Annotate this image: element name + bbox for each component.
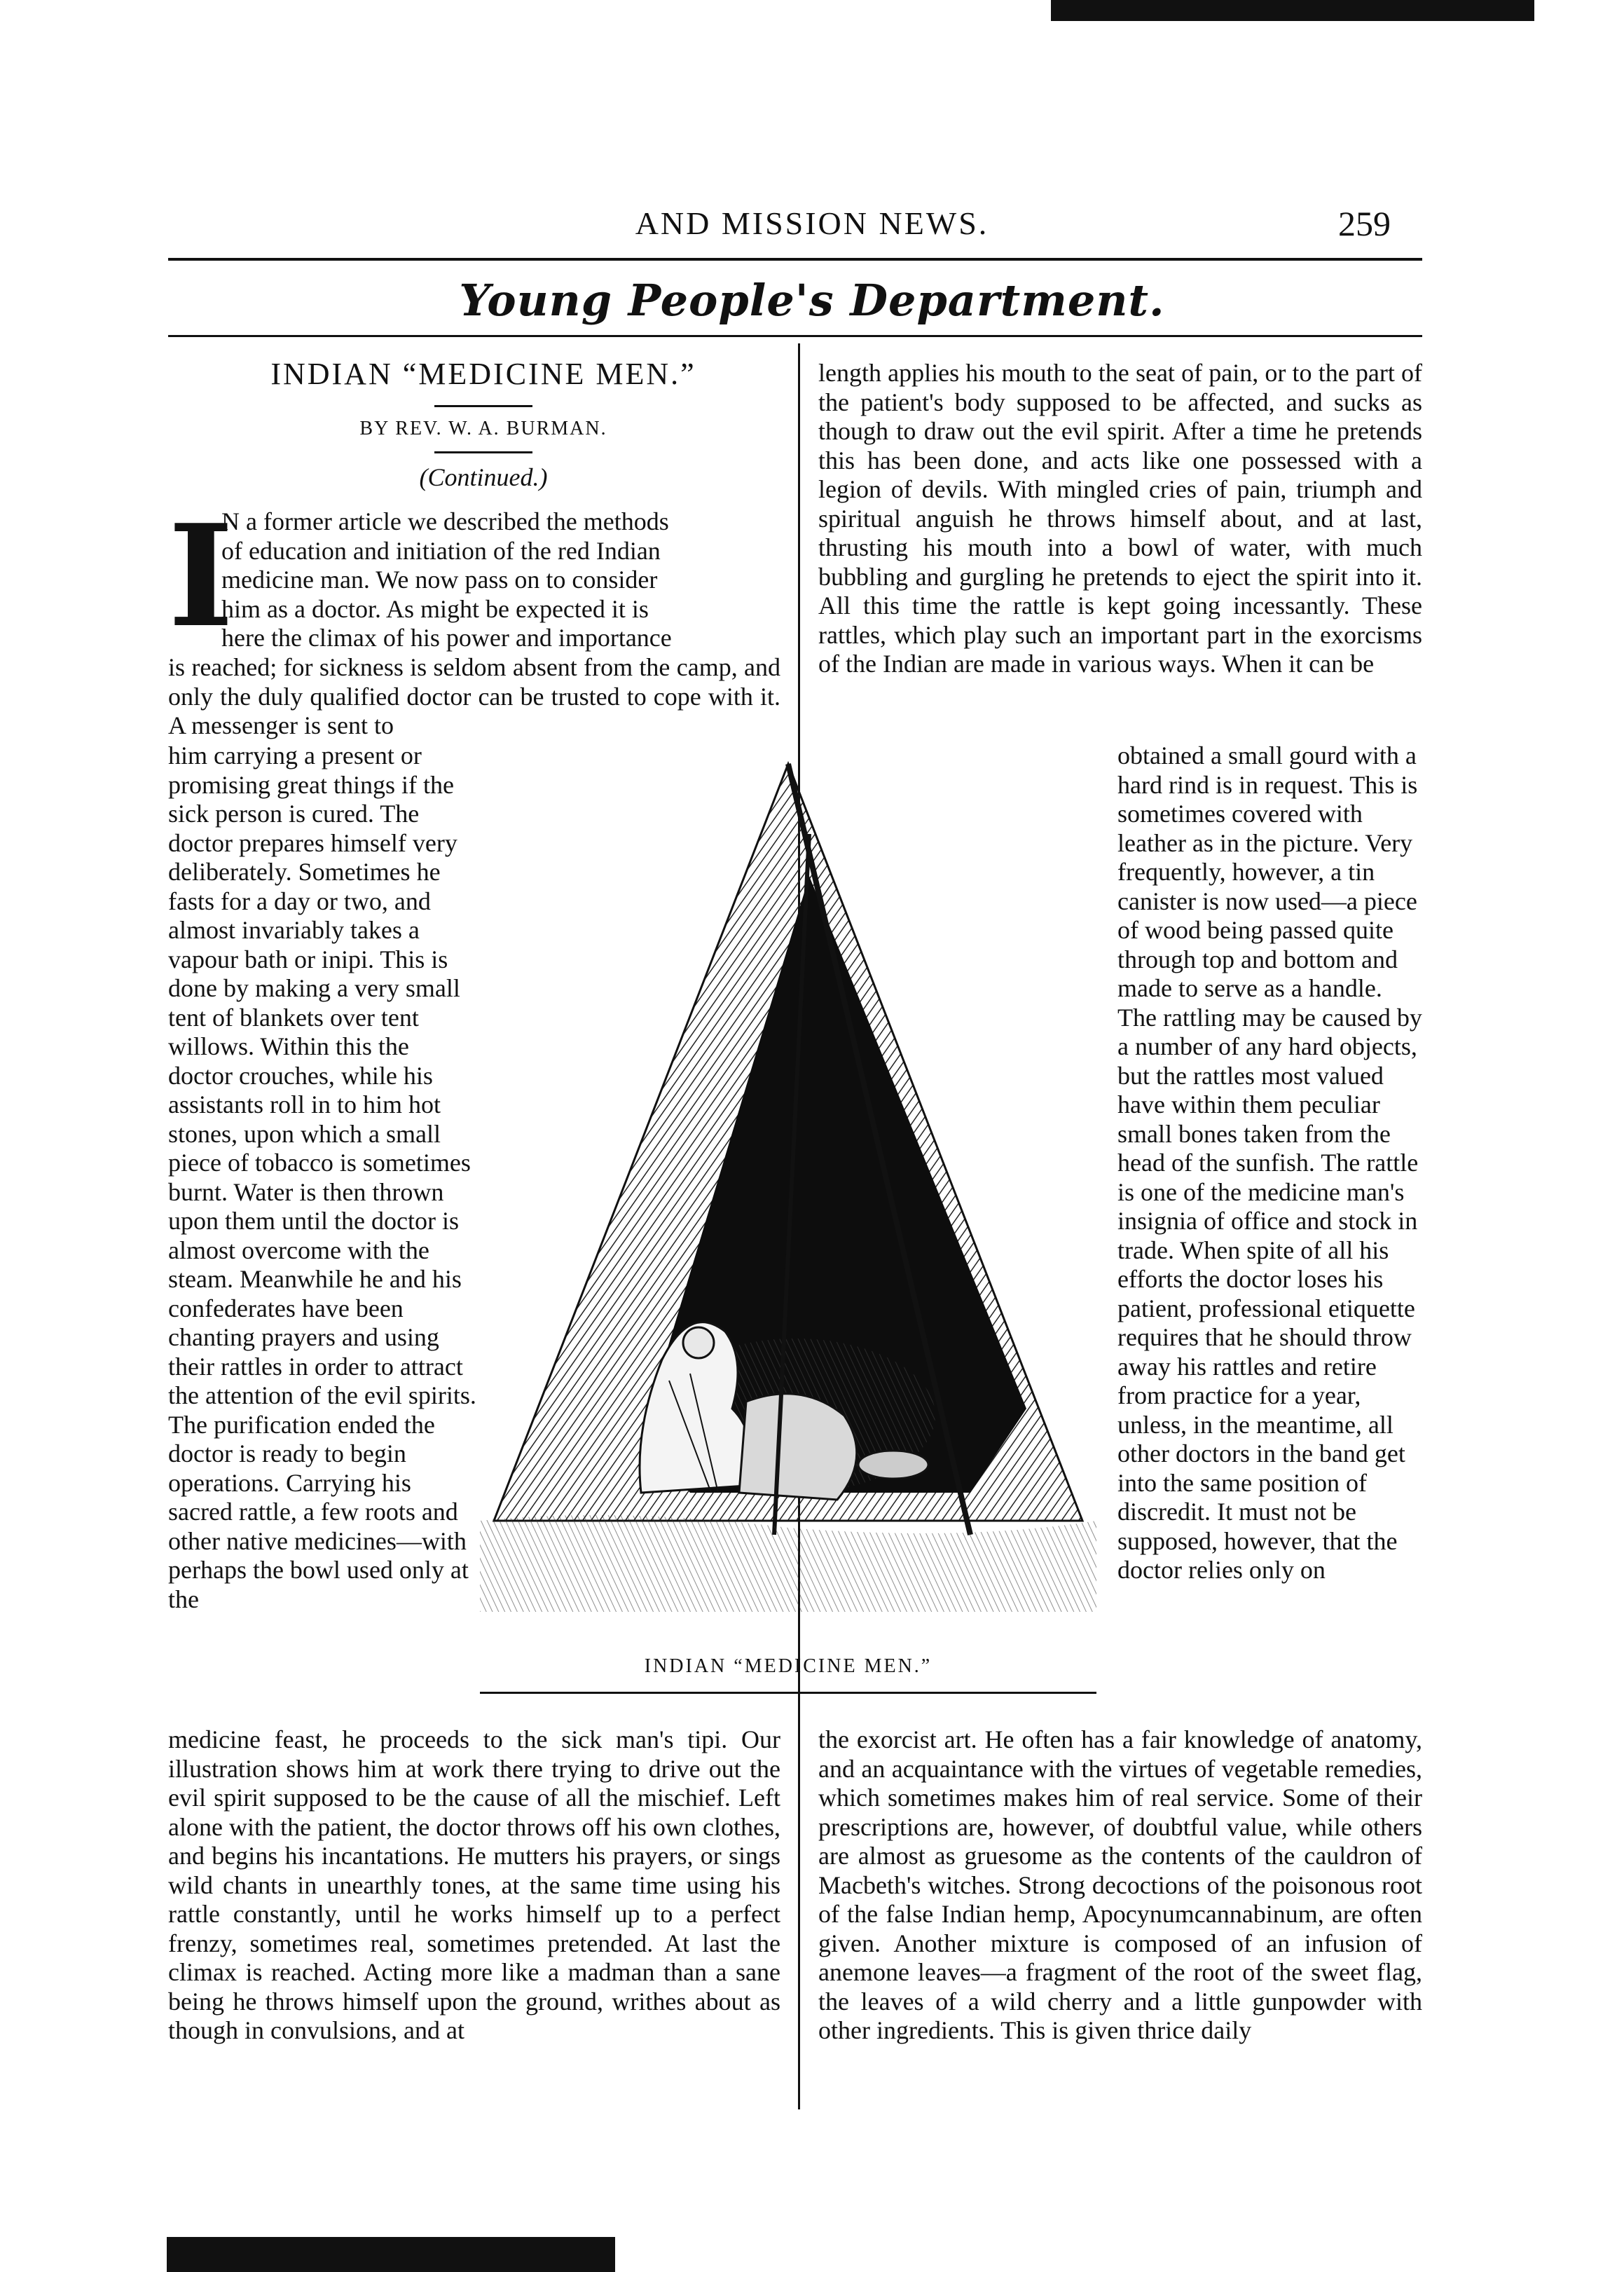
intro-line: medicine man. We now pass on to consider xyxy=(221,566,658,594)
right-column-text-narrow: obtained a small gourd with a hard rind is in request. This is sometimes covered with leather as in the picture. Very frequently, however, a tin canister is now used—a piece of wood being passed quite through top and bottom and made to serve as a handle. The rattling may be caused by a number of any hard objects, but the rattles most valued have within them peculiar small bones taken from the head of the sunfish. The rattle is one of the medicine man's insignia of office and stock in trade. When spite of all his efforts the doctor loses his patient, professional etiquette requires that he should throw away his rattles and retire from practice for a year, unless, in the meantime, all other doctors in the band get into the same position of discredit. It must not be supposed, however, that the doctor relies only on xyxy=(1117,741,1422,1584)
caption-rule xyxy=(480,1692,1096,1694)
right-column-text-lower: the exorcist art. He often has a fair knowledge of anatomy, and an acquaintance with the virtues of vegetable remedies, which sometimes makes him of real service. Some of their prescriptions are, however, of doubtful value, while others are almost as gruesome as the contents of the cauldron of Macbeth's witches. Strong decoctions of the poisonous root of the false Indian hemp, Apocynumcannabinum, are often given. Another mixture is composed of an infusion of anemone leaves—a fragment of the root of the sweet flag, the leaves of a wild cherry and a little gunpowder with other ingredients. This is given thrice daily xyxy=(818,1725,1422,2044)
running-title: AND MISSION NEWS. xyxy=(635,205,989,241)
header-rule xyxy=(168,258,1422,261)
illustration-caption: INDIAN “MEDICINE MEN.” xyxy=(644,1655,933,1677)
left-column-text-narrow: him carrying a present or promising great things if the sick person is cured. The doctor prepares himself very deliberately. Sometimes he fasts for a day or two, and almost invariably takes a vapour bath or inipi. This is done by making a very small tent of blankets over tent willows. Within this the doctor crouches, while his assistants roll in to him hot stones, upon which a small piece of tobacco is sometimes burnt. Water is then thrown upon them until the doctor is almost overcome with the steam. Meanwhile he and his confederates have been chanting prayers and using their rattles in order to attract the attention of the evil spirits. The purification ended the doctor is ready to begin operations. Carrying his sacred rattle, a few roots and other native medicines—with perhaps the bowl used only at the xyxy=(168,741,476,1613)
intro-paragraph xyxy=(221,507,780,653)
department-title: Young People's Department. xyxy=(459,275,1165,326)
medicine-man-illustration xyxy=(480,750,1096,1612)
scan-edge-bar-bottom xyxy=(167,2237,615,2272)
page-number: 259 xyxy=(1338,204,1391,243)
article-title: INDIAN “MEDICINE MEN.” xyxy=(270,357,696,391)
right-column-text-upper: length applies his mouth to the seat of pain, or to the part of the patient's body supposed to be affected, and sucks as though to draw out the evil spirit. After a time he pretends this has been done, and acts like one possessed with a legion of devils. With mingled cries of pain, triumph and spiritual anguish he throws himself about, and at last, thrusting his mouth into a bowl of water, with much bubbling and gurgling he pretends to eject the spirit into it. All this time the rattle is kept going incessantly. These rattles, which play such an important part in the exorcisms of the Indian are made in various ways. When it can be xyxy=(818,359,1422,678)
intro-line: him as a doctor. As might be expected it is xyxy=(221,594,649,623)
drop-cap: I xyxy=(168,494,234,659)
department-rule xyxy=(168,335,1422,337)
intro-line: N a former article we described the methods xyxy=(221,507,669,535)
left-column-text-lower: medicine feast, he proceeds to the sick man's tipi. Our illustration shows him at work there trying to drive out the evil spirit supposed to be the cause of all the mischief. Left alone with the patient, the doctor throws off his own clothes, and begins his incantations. He mutters his prayers, or sings wild chants in unearthly tones, at the same time using his rattle constantly, until he works himself up to a perfect frenzy, sometimes real, sometimes pretended. At last the climax is reached. Acting more like a madman than a sane being he throws himself upon the ground, writhes about as though in convulsions, and at xyxy=(168,1725,780,2044)
scan-edge-bar-top xyxy=(1051,0,1534,21)
intro-line: of education and initiation of the red Indian xyxy=(221,536,661,565)
byline-rule xyxy=(434,451,532,453)
continued-note: (Continued.) xyxy=(419,463,548,491)
title-rule xyxy=(434,405,532,407)
left-column-text-upper: is reached; for sickness is seldom absent from the camp, and only the duly qualified doctor can be trusted to cope with it. A messenger is sent to xyxy=(168,653,780,739)
byline: BY REV. W. A. BURMAN. xyxy=(359,418,607,439)
intro-line: here the climax of his power and importance xyxy=(221,624,672,652)
